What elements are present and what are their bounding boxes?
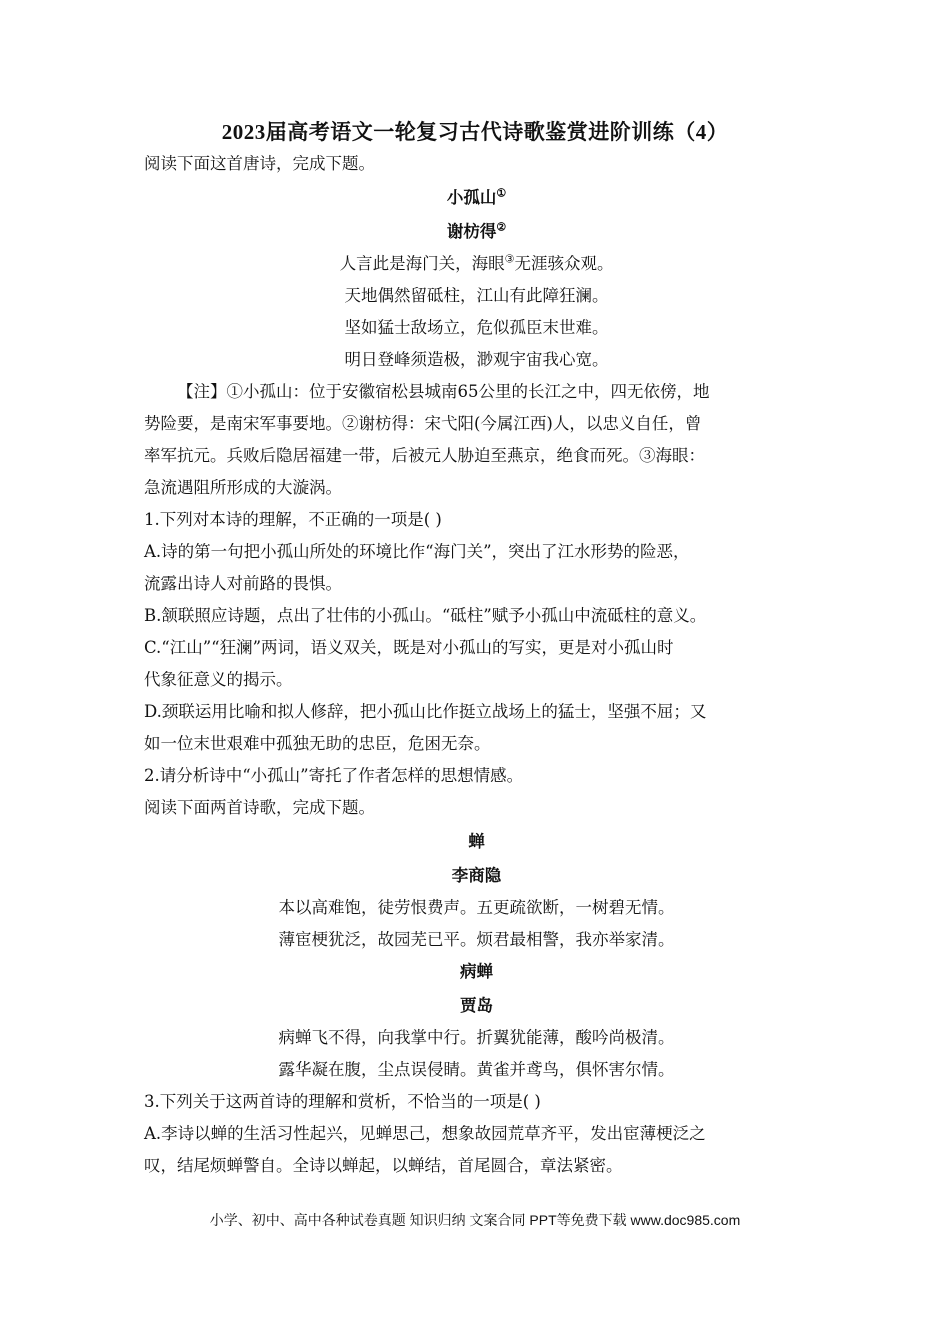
poem-line-4: 明日登峰须造极，渺观宇宙我心宽。 [344,350,609,369]
note-line-3: 率军抗元。兵败后隐居福建一带，后被元人胁迫至燕京，绝食而死。③海眼： [144,446,705,465]
q1-option-d-line-1: D.颈联运用比喻和拟人修辞，把小孤山比作挺立战场上的猛士，坚强不屈；又 [144,702,707,721]
poem-author-text: 谢枋得 [446,222,497,241]
page-title: 2023届高考语文一轮复习古代诗歌鉴赏进阶训练（4） [221,120,729,144]
poem1-line-1: 本以高难饱，徒劳恨费声。五更疏欲断，一树碧无情。 [278,898,675,917]
poem-line-2: 天地偶然留砥柱，江山有此障狂澜。 [344,286,609,305]
q1-option-a-line-1: A.诗的第一句把小孤山所处的环境比作“海门关”，突出了江水形势的险恶， [144,542,690,561]
document-body [144,148,809,1182]
poem2-title: 病蝉 [460,962,493,981]
q3-option-a-line-1: A.李诗以蝉的生活习性起兴，见蝉思己，想象故园荒草齐平，发出宦薄梗泛之 [144,1124,706,1143]
poem-title [144,182,809,214]
note-line-4: 急流遇阻所形成的大漩涡。 [144,478,342,497]
poem-line-1-b: 无涯骇众观。 [514,254,614,273]
poem1-author: 李商隐 [451,866,502,885]
poem-line-1-footnote-mark: ③ [504,252,515,266]
question-1: 1.下列对本诗的理解，不正确的一项是( ) [144,510,442,529]
poem2-author: 贾岛 [460,996,493,1015]
question-2: 2.请分析诗中“小孤山”寄托了作者怎样的思想情感。 [144,766,524,785]
q3-option-a-line-2: 叹，结尾烦蝉警自。全诗以蝉起，以蝉结，首尾圆合，章法紧密。 [144,1156,623,1175]
poem2-line-2: 露华凝在腹，尘点误侵睛。黄雀并鸢鸟，俱怀害尔情。 [278,1060,675,1079]
q1-option-d-line-2: 如一位末世艰难中孤独无助的忠臣，危困无奈。 [144,734,491,753]
q1-option-c-line-1: C.“江山”“狂澜”两词，语义双关，既是对小孤山的写实，更是对小孤山时 [144,638,674,657]
poem-title-text: 小孤山 [446,188,497,207]
poem-line-3: 坚如猛士敌场立，危似孤臣末世难。 [344,318,609,337]
q1-option-b: B.颔联照应诗题，点出了壮伟的小孤山。“砥柱”赋予小孤山中流砥柱的意义。 [144,606,707,625]
question-3: 3.下列关于这两首诗的理解和赏析，不恰当的一项是( ) [144,1092,541,1111]
poem-line-1-a: 人言此是海门关，海眼 [339,254,505,273]
poem-author-footnote-mark: ② [496,220,507,234]
section1-intro: 阅读下面这首唐诗，完成下题。 [144,154,375,173]
section2-intro: 阅读下面两首诗歌，完成下题。 [144,798,375,817]
note-line-1: 【注】①小孤山：位于安徽宿松县城南65公里的长江之中，四无依傍，地 [177,382,710,401]
poem-author [144,216,809,248]
poem-line-1 [144,248,809,280]
q1-option-a-line-2: 流露出诗人对前路的畏惧。 [144,574,342,593]
poem2-line-1: 病蝉飞不得，向我掌中行。折翼犹能薄，酸吟尚极清。 [278,1028,675,1047]
poem1-line-2: 薄宦梗犹泛，故园芜已平。烦君最相警，我亦举家清。 [278,930,675,949]
poem1-title: 蝉 [468,832,485,851]
poem-title-footnote-mark: ① [496,186,507,200]
note-line-2: 势险要，是南宋军事要地。②谢枋得：宋弋阳(今属江西)人，以忠义自任，曾 [144,414,702,433]
q1-option-c-line-2: 代象征意义的揭示。 [144,670,293,689]
page-footer: 小学、初中、高中各种试卷真题 知识归纳 文案合同 PPT等免费下载 www.doc985.com [209,1212,741,1228]
